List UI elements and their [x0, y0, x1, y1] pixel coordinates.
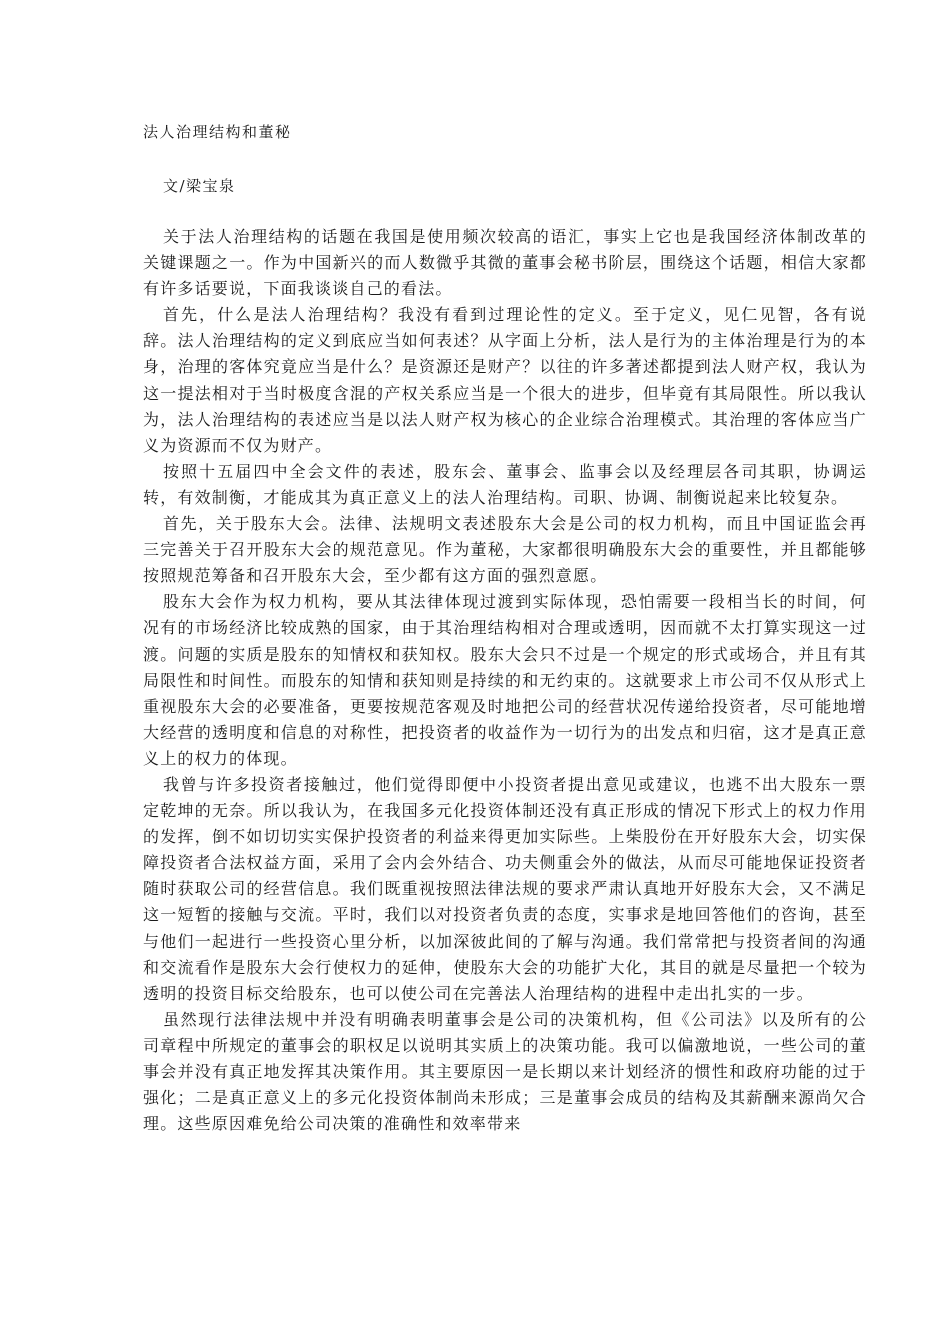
document-author: 文/梁宝泉	[163, 177, 236, 195]
document-title: 法人治理结构和董秘	[143, 123, 292, 141]
document-body	[143, 224, 867, 1137]
paragraph: 股东大会作为权力机构，要从其法律体现过渡到实际体现，恐怕需要一段相当长的时间，何况有的市场经济比较成熟的国家，由于其治理结构相对合理或透明，因而就不太打算实现这一过渡。问题的实质是股东的知情权和获知权。股东大会只不过是一个规定的形式或场合，并且有其局限性和时间性。而股东的知情和获知则是持续的和无约束的。这就要求上市公司不仅从形式上重视股东大会的必要准备，更要按规范客观及时地把公司的经营状况传递给投资者，尽可能地增大经营的透明度和信息的对称性，把投资者的收益作为一切行为的出发点和归宿，这才是真正意义上的权力的体现。	[143, 592, 867, 768]
paragraph: 关于法人治理结构的话题在我国是使用频次较高的语汇，事实上它也是我国经济体制改革的关键课题之一。作为中国新兴的而人数微乎其微的董事会秘书阶层，围绕这个话题，相信大家都有许多话要说，下面我谈谈自己的看法。	[143, 227, 867, 299]
paragraph: 虽然现行法律法规中并没有明确表明董事会是公司的决策机构，但《公司法》以及所有的公司章程中所规定的董事会的职权足以说明其实质上的决策功能。我可以偏激地说，一些公司的董事会并没有真正地发挥其决策作用。其主要原因一是长期以来计划经济的惯性和政府功能的过于强化；二是真正意义上的多元化投资体制尚未形成；三是董事会成员的结构及其薪酬来源尚欠合理。这些原因难免给公司决策的准确性和效率带来	[143, 1009, 867, 1134]
paragraph: 按照十五届四中全会文件的表述，股东会、董事会、监事会以及经理层各司其职，协调运转，有效制衡，才能成其为真正意义上的法人治理结构。司职、协调、制衡说起来比较复杂。	[143, 461, 867, 507]
paragraph: 首先，关于股东大会。法律、法规明文表述股东大会是公司的权力机构，而且中国证监会再三完善关于召开股东大会的规范意见。作为董秘，大家都很明确股东大会的重要性，并且都能够按照规范筹备和召开股东大会，至少都有这方面的强烈意愿。	[143, 514, 867, 586]
paragraph: 我曾与许多投资者接触过，他们觉得即便中小投资者提出意见或建议，也逃不出大股东一票定乾坤的无奈。所以我认为，在我国多元化投资体制还没有真正形成的情况下形式上的权力作用的发挥，倒不如切切实实保护投资者的利益来得更加实际些。上柴股份在开好股东大会，切实保障投资者合法权益方面，采用了会内会外结合、功夫侧重会外的做法，从而尽可能地保证投资者随时获取公司的经营信息。我们既重视按照法律法规的要求严肃认真地开好股东大会，又不满足这一短暂的接触与交流。平时，我们以对投资者负责的态度，实事求是地回答他们的咨询，甚至与他们一起进行一些投资心里分析，以加深彼此间的了解与沟通。我们常常把与投资者间的沟通和交流看作是股东大会行使权力的延伸，使股东大会的功能扩大化，其目的就是尽量把一个较为透明的投资目标交给股东，也可以使公司在完善法人治理结构的进程中走出扎实的一步。	[143, 774, 867, 1003]
paragraph: 首先，什么是法人治理结构？我没有看到过理论性的定义。至于定义，见仁见智，各有说辞。法人治理结构的定义到底应当如何表述？从字面上分析，法人是行为的主体治理是行为的本身，治理的客体究竟应当是什么？是资源还是财产？以往的许多著述都提到法人财产权，我认为这一提法相对于当时极度含混的产权关系应当是一个很大的进步，但毕竟有其局限性。所以我认为，法人治理结构的表述应当是以法人财产权为核心的企业综合治理模式。其治理的客体应当广义为资源而不仅为财产。	[143, 305, 867, 455]
